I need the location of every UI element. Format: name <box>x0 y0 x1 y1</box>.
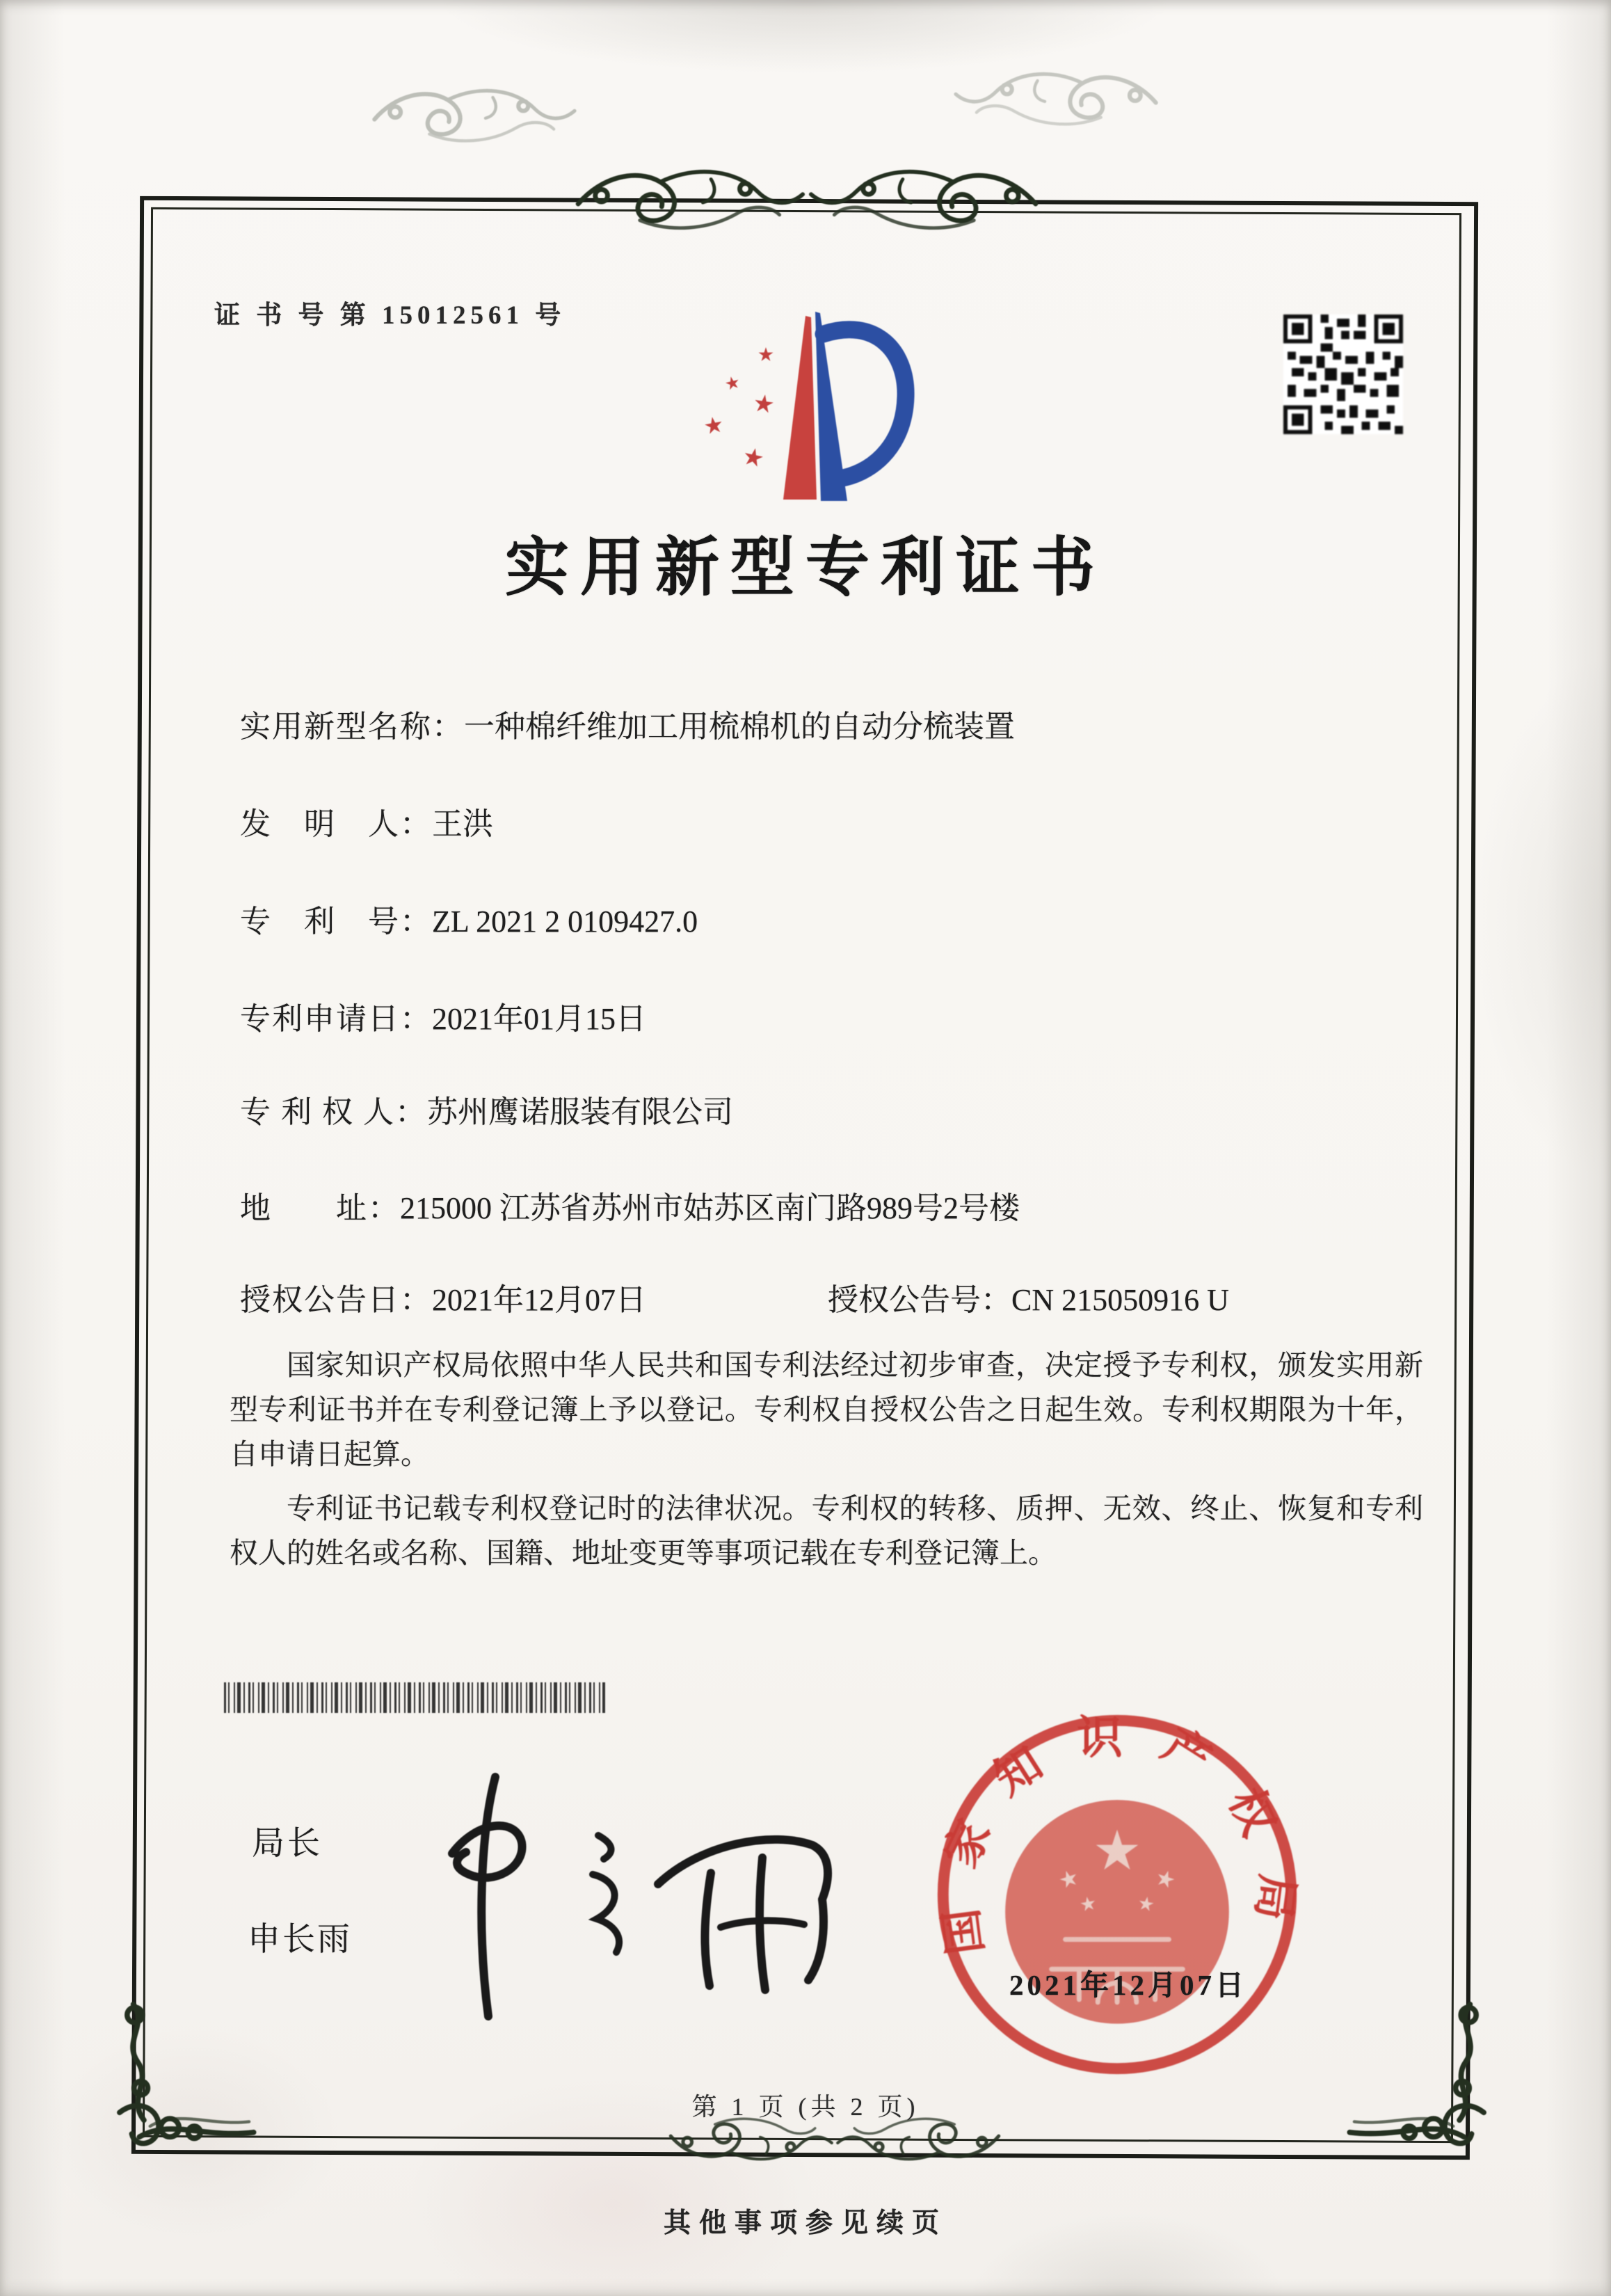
field-label: 授权公告号： <box>828 1283 1011 1317</box>
field-row-grant-date <box>240 1275 646 1319</box>
director-name: 申长雨 <box>248 1922 352 1958</box>
faint-top-flourish-right <box>932 58 1169 142</box>
certificate-number: 证 书 号 第 15012561 号 <box>214 301 566 330</box>
seal-ring-text: 国家知识产权局 <box>932 1713 1302 1958</box>
director-signature-icon <box>410 1769 856 2027</box>
seal-date: 2021年12月07日 <box>1009 1969 1247 2001</box>
legal-paragraph-1: 国家知识产权局依照中华人民共和国专利法经过初步审查，决定授予专利权，颁发实用新型专利证书并在专利登记簿上予以登记。专利权自授权公告之日起生效。专利权期限为十年，自申请日起算。 <box>230 1349 1423 1470</box>
field-row-address <box>240 1183 1020 1227</box>
field-row-filing-date <box>240 994 646 1038</box>
field-row-patentee <box>240 1087 733 1131</box>
page-number: 第 1 页 (共 2 页) <box>691 2093 920 2121</box>
field-value: ZL 2021 2 0109427.0 <box>432 904 698 939</box>
barcode-icon <box>224 1682 605 1713</box>
field-label: 专 利 号： <box>240 904 432 939</box>
field-value: CN 215050916 U <box>1011 1283 1229 1317</box>
field-label: 地 址： <box>240 1191 400 1225</box>
qr-code-icon <box>1283 314 1403 434</box>
director-title-label: 局长 <box>252 1826 323 1862</box>
field-row-inventor <box>240 799 493 843</box>
field-label: 专利申请日： <box>240 1002 432 1036</box>
certificate-title: 实用新型专利证书 <box>504 532 1106 603</box>
field-label: 专 利 权 人： <box>240 1095 427 1129</box>
legal-paragraph-2: 专利证书记载专利权登记时的法律状况。专利权的转移、质押、无效、终止、恢复和专利权人的姓名或名称、国籍、地址变更等事项记载在专利登记簿上。 <box>230 1492 1423 1569</box>
field-label: 实用新型名称： <box>240 710 464 744</box>
field-row-grant-number <box>828 1275 1229 1319</box>
field-value: 苏州鹰诺服装有限公司 <box>427 1095 733 1129</box>
bottom-right-corner-flourish <box>1339 1998 1499 2158</box>
bottom-left-corner-flourish <box>104 1998 264 2158</box>
field-label: 发 明 人： <box>240 807 432 841</box>
field-label: 授权公告日： <box>240 1283 432 1317</box>
national-ip-office-seal-icon <box>924 1701 1311 2088</box>
faint-top-flourish-left <box>369 75 591 159</box>
field-value: 2021年01月15日 <box>432 1002 646 1036</box>
cnipa-logo-icon <box>696 291 925 522</box>
field-value: 王洪 <box>432 807 493 841</box>
continuation-note: 其他事项参见续页 <box>663 2208 947 2238</box>
field-value: 一种棉纤维加工用梳棉机的自动分梳装置 <box>464 710 1015 744</box>
field-row-utility-name <box>240 701 1015 746</box>
field-value: 2021年12月07日 <box>432 1283 646 1317</box>
field-row-patent-number <box>240 896 698 941</box>
field-value: 215000 江苏省苏州市姑苏区南门路989号2号楼 <box>400 1191 1020 1225</box>
top-center-flourish <box>570 161 1043 250</box>
legal-text-block <box>230 1343 1423 1585</box>
